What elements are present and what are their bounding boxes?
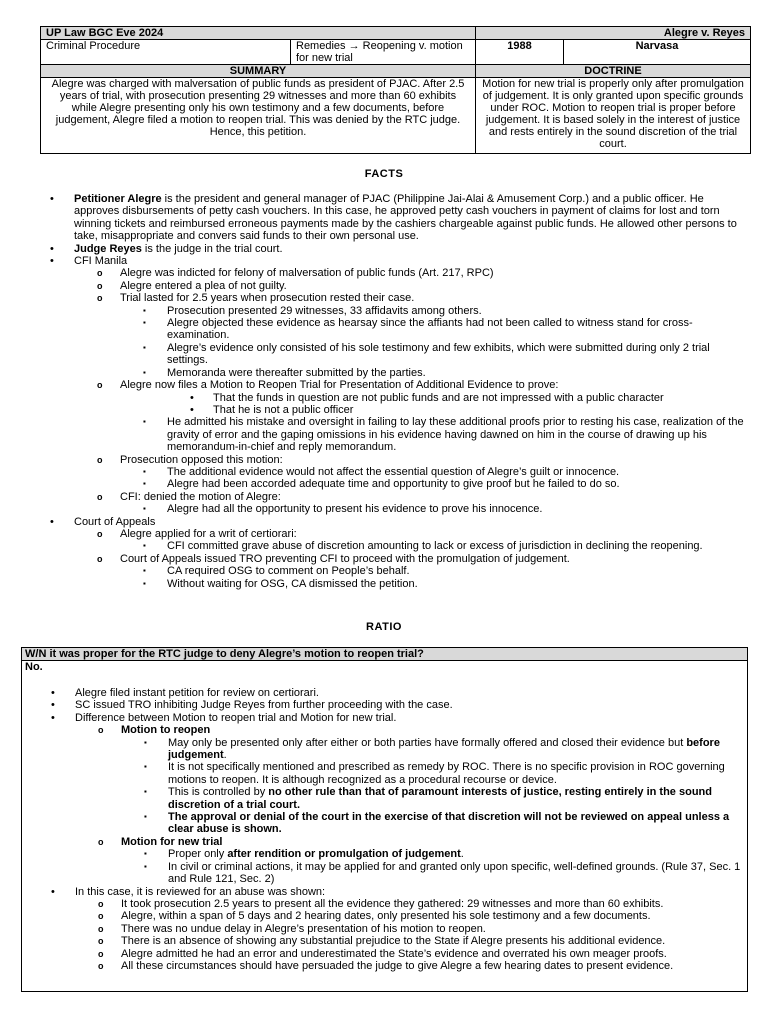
facts-section <box>0 193 748 590</box>
list-item: o There was no undue delay in Alegre’s presentation of his motion to reopen. <box>98 922 486 935</box>
circle-bullet-icon: o <box>97 528 103 539</box>
doctrine-text: Motion for new trial is properly only after promulgation of judgement. It is only granted upon specific grounds under ROC. Motion to reopen trial is proper before judgement. It is based solely in the interest of justice and rests entirely in the sound discretion of the trial court. <box>476 78 751 154</box>
bullet-icon: • <box>51 711 55 724</box>
doctrine-heading: DOCTRINE <box>476 65 751 78</box>
list-item: • CFI Manila <box>50 255 128 268</box>
list-item: • SC issued TRO inhibiting Judge Reyes from further proceeding with the case. <box>51 699 453 712</box>
list-item: ▪ Alegre objected these evidence as hearsay since the affiants had not been called to witness stand for cross-examination. <box>143 317 693 342</box>
year: 1988 <box>476 40 564 65</box>
bullet-icon: • <box>51 699 55 712</box>
ponente: Narvasa <box>564 40 751 65</box>
list-item: o Court of Appeals issued TRO preventing CFI to proceed with the promulgation of judgement. <box>97 552 570 565</box>
list-item: ▪ Memoranda were thereafter submitted by the parties. <box>143 366 426 379</box>
list-item: o It took prosecution 2.5 years to present all the evidence they gathered: 29 witnesses and more than 60 exhibits. <box>98 897 664 910</box>
issue-question: W/N it was proper for the RTC judge to deny Alegre’s motion to reopen trial? <box>22 648 747 661</box>
bullet-icon: • <box>50 515 54 528</box>
circle-bullet-icon: o <box>98 923 104 934</box>
list-item: ▪ Alegre’s evidence only consisted of his sole testimony and few exhibits, which were submitted during only 2 trial settings. <box>143 341 710 367</box>
circle-bullet-icon: o <box>97 268 103 279</box>
list-item: • Court of Appeals <box>50 515 156 528</box>
facts-heading: FACTS <box>364 168 404 180</box>
square-bullet-icon: ▪ <box>143 578 146 588</box>
square-bullet-icon: ▪ <box>143 479 146 489</box>
list-item: • Alegre filed instant petition for review on certiorari. <box>51 687 319 699</box>
square-bullet-icon: ▪ <box>143 466 146 476</box>
circle-bullet-icon: o <box>97 380 103 391</box>
circle-bullet-icon: o <box>97 454 103 465</box>
square-bullet-icon: ▪ <box>143 342 146 352</box>
summary-text: Alegre was charged with malversation of public funds as president of PJAC. After 2.5 years of trial, with prosecution presenting 29 witnesses and more than 60 exhibits while Alegre presenting only his own testimony and a few documents, before judgement, Alegre filed a motion to reopen trial. This was denied by the RTC judge. Hence, this petition. <box>41 78 476 154</box>
square-bullet-icon: ▪ <box>143 541 146 551</box>
list-item: ▪ Alegre had been accorded adequate time and opportunity to give proof but he failed to do so. <box>143 478 620 491</box>
list-item: o Prosecution opposed this motion: <box>97 453 283 466</box>
list-item: • Judge Reyes is the judge in the trial court. <box>50 242 283 255</box>
square-bullet-icon: ▪ <box>144 762 147 772</box>
square-bullet-icon: ▪ <box>143 318 146 328</box>
list-item: • In this case, it is reviewed for an abuse was shown: <box>51 885 326 898</box>
list-item: o Alegre applied for a writ of certiorari: <box>97 527 297 540</box>
list-item: ▪ The approval or denial of the court in the exercise of that discretion will not be reviewed on appeal unless a clear abuse is shown. <box>144 811 730 836</box>
circle-bullet-icon: o <box>98 911 104 922</box>
circle-bullet-icon: o <box>97 280 103 291</box>
circle-bullet-icon: o <box>98 898 104 909</box>
list-item: o Alegre admitted he had an error and underestimated the State’s evidence and overrated his own meager proofs. <box>98 947 667 960</box>
ratio-list <box>1 687 741 972</box>
square-bullet-icon: ▪ <box>144 849 147 859</box>
list-item: o Alegre entered a plea of not guilty. <box>97 279 287 292</box>
circle-bullet-icon: o <box>98 725 104 736</box>
list-item: o Alegre was indicted for felony of malversation of public funds (Art. 217, RPC) <box>97 267 494 280</box>
issue-answer: No. <box>25 661 43 673</box>
bullet-icon: • <box>190 391 194 404</box>
bullet-icon: • <box>50 242 54 255</box>
list-item: ▪ In civil or criminal actions, it may be applied for and granted only upon specific, well-defined grounds. (Rule 37, Sec. 1 and Rule 121, Sec. 2) <box>144 860 741 886</box>
bullet-icon: • <box>51 885 55 898</box>
summary-heading: SUMMARY <box>41 65 476 78</box>
square-bullet-icon: ▪ <box>143 367 146 377</box>
subject: Criminal Procedure <box>41 40 291 65</box>
square-bullet-icon: ▪ <box>143 305 146 315</box>
list-item: ▪ May only be presented only after either or both parties have formally offered and closed their evidence but before judgement. <box>144 736 720 762</box>
list-item: • That he is not a public officer <box>190 403 354 416</box>
list-item: o CFI: denied the motion of Alegre: <box>97 490 281 503</box>
circle-bullet-icon: o <box>97 293 103 304</box>
list-item: • Difference between Motion to reopen trial and Motion for new trial. <box>51 711 397 724</box>
list-item: ▪ He admitted his mistake and oversight in failing to lay these additional proofs prior to resting his case, realization of the gravity of error and the gaping omissions in his evidence having dawned on him in the course of drawing up his memorandum-in-chief and reply memorandum. <box>143 416 744 454</box>
list-item: o There is an absence of showing any substantial prejudice to the State if Alegre presents his additional evidence. <box>98 935 666 948</box>
list-item: • That the funds in question are not public funds and are not impressed with a public character <box>190 391 664 404</box>
circle-bullet-icon: o <box>98 836 104 847</box>
bullet-icon: • <box>51 687 55 699</box>
square-bullet-icon: ▪ <box>144 737 147 747</box>
list-item: ▪ It is not specifically mentioned and prescribed as remedy by ROC. There is no specific provision in ROC governing motions to reopen. It is although recognized as a procedural recourse or device. <box>144 761 725 786</box>
ratio-heading: RATIO <box>366 621 402 633</box>
square-bullet-icon: ▪ <box>143 417 146 427</box>
list-item: ▪ This is controlled by no other rule than that of paramount interests of justice, resting entirely in the sound discretion of a trial court. <box>144 786 712 811</box>
case-name: Alegre v. Reyes <box>476 27 751 40</box>
bullet-icon: • <box>50 255 54 268</box>
list-item: o Motion for new trial <box>98 835 223 848</box>
list-item: ▪ Alegre had all the opportunity to present his evidence to prove his innocence. <box>143 503 543 516</box>
circle-bullet-icon: o <box>98 960 104 971</box>
square-bullet-icon: ▪ <box>144 812 147 822</box>
list-item: o All these circumstances should have persuaded the judge to give Alegre a few hearing dates to present evidence. <box>98 959 674 972</box>
list-item: o Alegre now files a Motion to Reopen Trial for Presentation of Additional Evidence to prove: <box>97 379 559 392</box>
circle-bullet-icon: o <box>97 553 103 564</box>
course-label: UP Law BGC Eve 2024 <box>41 27 476 40</box>
circle-bullet-icon: o <box>97 491 103 502</box>
bullet-icon: • <box>190 403 194 416</box>
topic: Remedies → Reopening v. motion for new trial <box>291 40 476 65</box>
circle-bullet-icon: o <box>98 948 104 959</box>
list-item: ▪ CFI committed grave abuse of discretion amounting to lack or excess of jurisdiction in declining the reopening. <box>143 540 703 553</box>
list-item: o Motion to reopen <box>98 724 211 737</box>
list-item: ▪ Prosecution presented 29 witnesses, 33 affidavits among others. <box>143 304 482 317</box>
ratio-box <box>21 647 748 992</box>
square-bullet-icon: ▪ <box>144 861 147 871</box>
list-item: • Petitioner Alegre is the president and general manager of PJAC (Philippine Jai-Alai & Amusement Corp.) and a public officer. He approves disbursements of petty cash vouchers. In this case, he approved petty cash vouchers in payment of claims for lost and torn winning tickets and reimbursed erroneous payments made by the cashiers chargeable against public funds. He allowed other persons to take, misappropriate and convers said funds to their own personal use. <box>50 193 737 243</box>
list-item: ▪ Proper only after rendition or promulgation of judgement. <box>144 848 464 861</box>
list-item: ▪ CA required OSG to comment on People’s behalf. <box>143 565 410 578</box>
bullet-icon: • <box>50 193 54 205</box>
circle-bullet-icon: o <box>98 936 104 947</box>
square-bullet-icon: ▪ <box>144 787 147 797</box>
list-item: o Trial lasted for 2.5 years when prosecution rested their case. <box>97 292 415 305</box>
case-header-table <box>40 26 751 154</box>
square-bullet-icon: ▪ <box>143 504 146 514</box>
list-item: o Alegre, within a span of 5 days and 2 hearing dates, only presented his sole testimony and a few documents. <box>98 910 651 923</box>
list-item: ▪ The additional evidence would not affect the essential question of Alegre’s guilt or innocence. <box>143 465 620 478</box>
list-item: ▪ Without waiting for OSG, CA dismissed the petition. <box>143 577 418 590</box>
square-bullet-icon: ▪ <box>143 566 146 576</box>
